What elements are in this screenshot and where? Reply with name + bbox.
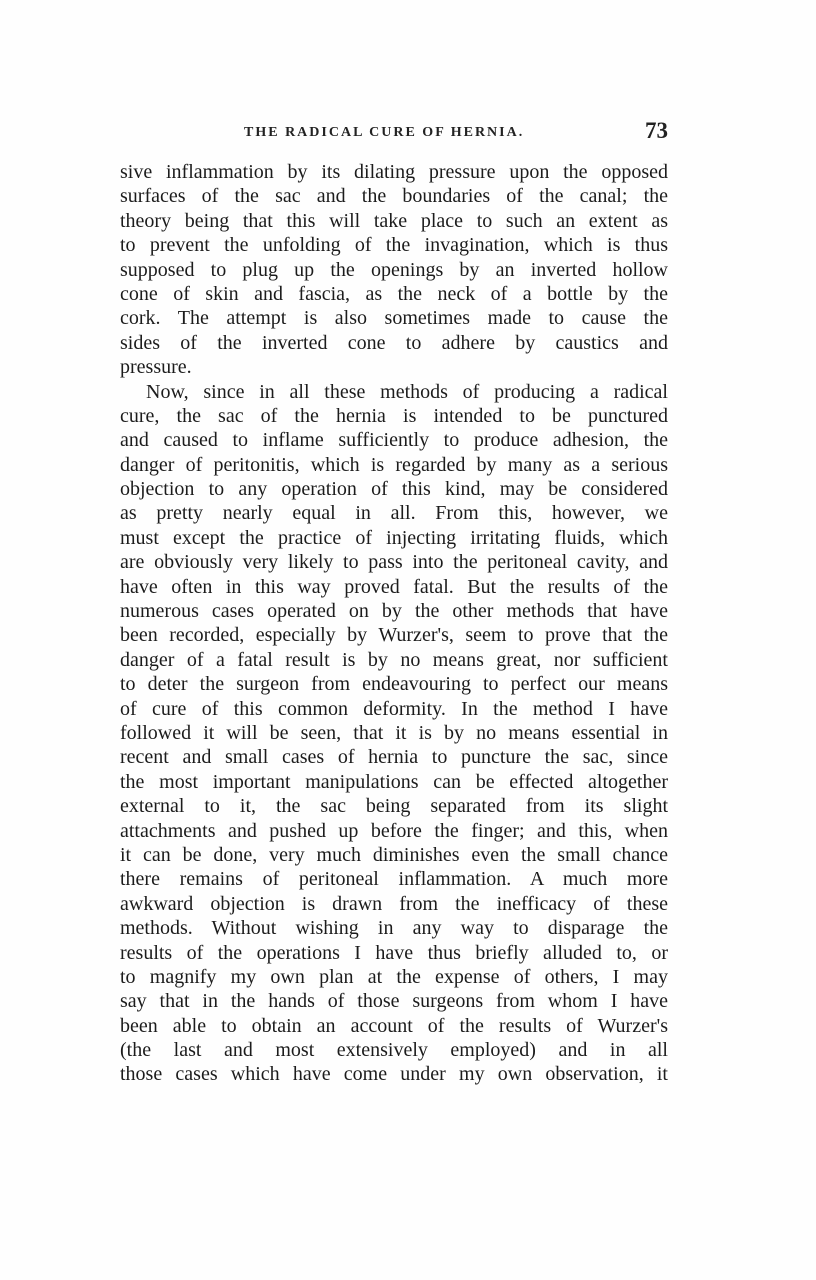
text-line: say that in the hands of those surgeons from whom I have bbox=[120, 990, 668, 1013]
text-line: methods. Without wishing in any way to disparage the bbox=[120, 917, 668, 940]
text-line: numerous cases operated on by the other methods that have bbox=[120, 600, 668, 623]
text-line: objection to any operation of this kind, may be considered bbox=[120, 478, 668, 501]
text-line: are obviously very likely to pass into the peritoneal cavity, and bbox=[120, 551, 668, 574]
text-line: cure, the sac of the hernia is intended to be punctured bbox=[120, 404, 668, 427]
text-line: awkward objection is drawn from the inefficacy of these bbox=[120, 892, 668, 915]
text-line: cone of skin and fascia, as the neck of a bottle by the bbox=[120, 282, 668, 305]
text-line: external to it, the sac being separated from its slight bbox=[120, 795, 668, 818]
text-line: the most important manipulations can be effected altogether bbox=[120, 770, 668, 793]
text-line: to prevent the unfolding of the invagination, which is thus bbox=[120, 234, 668, 257]
text-line: (the last and most extensively employed) and in all bbox=[120, 1039, 668, 1062]
text-line: it can be done, very much diminishes even the small chance bbox=[120, 843, 668, 866]
text-line: danger of peritonitis, which is regarded by many as a serious bbox=[120, 453, 668, 476]
text-line: Now, since in all these methods of producing a radical bbox=[146, 380, 668, 403]
text-line: been recorded, especially by Wurzer's, seem to prove that the bbox=[120, 624, 668, 647]
text-line: have often in this way proved fatal. But the results of the bbox=[120, 575, 668, 598]
text-line: sides of the inverted cone to adhere by caustics and bbox=[120, 331, 668, 354]
text-line: pressure. bbox=[120, 356, 192, 379]
page-number: 73 bbox=[645, 118, 668, 143]
text-line: of cure of this common deformity. In the method I have bbox=[120, 697, 668, 720]
text-line: danger of a fatal result is by no means great, nor sufficient bbox=[120, 648, 668, 671]
text-line: theory being that this will take place to such an extent as bbox=[120, 209, 668, 232]
text-line: sive inflammation by its dilating pressure upon the opposed bbox=[120, 161, 668, 183]
text-line: those cases which have come under my own observation, it bbox=[120, 1063, 668, 1086]
text-line: to deter the surgeon from endeavouring to perfect our means bbox=[120, 673, 668, 696]
text-line: to magnify my own plan at the expense of others, I may bbox=[120, 965, 668, 988]
text-line: followed it will be seen, that it is by no means essential in bbox=[120, 721, 668, 744]
text-line: attachments and pushed up before the finger; and this, when bbox=[120, 819, 668, 842]
text-line: cork. The attempt is also sometimes made to cause the bbox=[120, 307, 668, 330]
text-line: surfaces of the sac and the boundaries of the canal; the bbox=[120, 185, 668, 208]
running-title: THE RADICAL CURE OF HERNIA. bbox=[244, 125, 525, 140]
text-line: and caused to inflame sufficiently to produce adhesion, the bbox=[120, 429, 668, 452]
text-line: been able to obtain an account of the results of Wurzer's bbox=[120, 1014, 668, 1037]
text-line: as pretty nearly equal in all. From this, however, we bbox=[120, 502, 668, 525]
text-line: must except the practice of injecting irritating fluids, which bbox=[120, 526, 668, 549]
text-line: recent and small cases of hernia to puncture the sac, since bbox=[120, 746, 668, 769]
text-line: supposed to plug up the openings by an inverted hollow bbox=[120, 258, 668, 281]
text-line: there remains of peritoneal inflammation. A much more bbox=[120, 868, 668, 891]
running-head bbox=[120, 118, 670, 150]
body-text bbox=[120, 160, 668, 1087]
text-line: results of the operations I have thus briefly alluded to, or bbox=[120, 941, 668, 964]
